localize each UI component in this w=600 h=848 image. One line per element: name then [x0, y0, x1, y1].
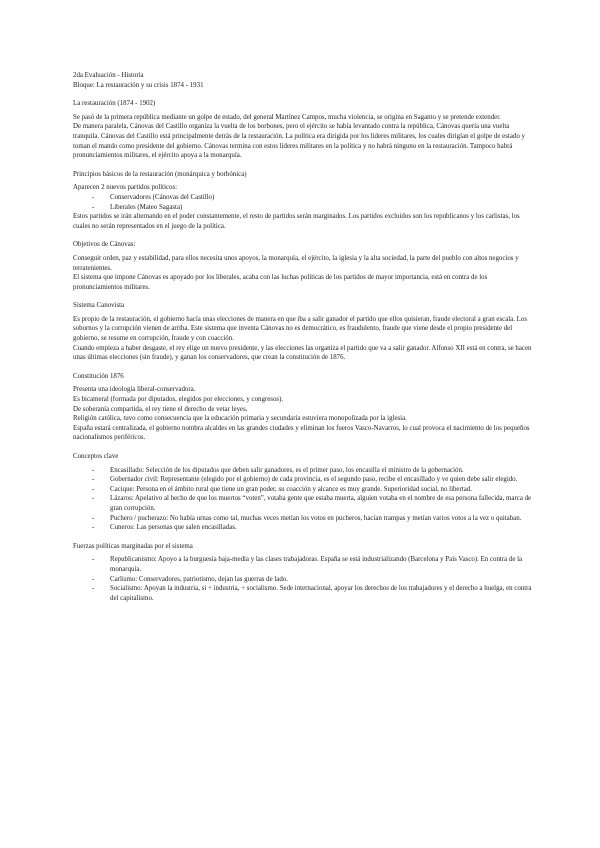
document-body — [73, 71, 533, 603]
section-title: Constitución 1876 — [73, 372, 124, 380]
paragraph: Se pasó de la primera república mediante un golpe de estado, del general Martínez Campos, mucha violencia, se origina en Saganto y se pretende extender. — [73, 113, 501, 121]
forces-list — [73, 555, 533, 603]
list-item: - Conservadores (Cánovas del Castillo) — [73, 193, 533, 203]
paragraph: De soberanía compartida, el rey tiene el derecho de vetar leyes. — [73, 405, 248, 413]
paragraph: De manera paralela, Cánovas del Castillo organiza la vuelta de los borbones, pero el ejército se había levantado contra la república, Cánovas quería una vuelta tranquila. Cánovas del Castillo está principalmente detrás de la restauración. La política era dirigida por los líderes militares, los cuales dirigían el golpe de estado y toman el mando como presidente del gobierno. Cánovas termina con estos líderes militares en la política y no habrá ninguno en la restauración. Tampoco habrá pronunciamientos militares, el ejército apoya a la monarquía. — [73, 123, 525, 160]
section-title: Principios básicos de la restauración (monárquica y borbónica) — [73, 170, 247, 178]
section-constitucion — [73, 372, 533, 443]
paragraph: España estará centralizada, el gobierno nombra alcaldes en las grandes ciudades y eliminan los fueros Vasco-Navarros, lo cual provoca el nacimiento de los pequeños nacionalismos periféricos. — [73, 424, 530, 442]
paragraph: Aparecen 2 nuevos partidos políticos: — [73, 184, 178, 192]
paragraph: El sistema que impone Cánovas es apoyado por los liberales, acaba con las luchas políticas de los partidos de mayor importancia, está en contra de los pronunciamientos militares. — [73, 274, 488, 291]
list-item: - Lázaros: Apelativo al hecho de que los muertos “voten”, votaba gente que estaba muerta, alguien votaba en el nombre de esa persona fallecida, marca de gran corrupción. — [73, 494, 533, 513]
paragraph: Es propio de la restauración, el gobierno hacía unas elecciones de manera en que iba a salir ganador el partido que ellos quisieran, fraude electoral a gran escala. Los sobornos y la corrupción vienen de arriba. Este sistema que inventa Cánovas no es democrático, es fraudulento, fraude que viene desde el propio presidente del gobierno, se resume en corrupción, fraude y con coacción. — [73, 315, 528, 343]
concept-list — [73, 466, 533, 533]
header-line-1: 2da Evaluación - Historia — [73, 72, 144, 79]
list-item: - Republicanismo: Apoyo a la burguesía baja-media y las clases trabajadoras. España se está industrializando (Barcelona y País Vasco). En contra de la monarquía. — [73, 555, 533, 574]
document-header — [73, 71, 533, 90]
list-item: - Cacique: Persona en el ámbito rural que tiene un gran poder, su coacción y alcance es muy grande. Superioridad social, no libertad. — [73, 485, 533, 495]
list-item: - Cuneros: Las personas que salen encasilladas. — [73, 523, 533, 533]
header-line-2: Bloque: La restauración y su crisis 1874 - 1931 — [73, 81, 204, 89]
section-restauracion — [73, 99, 533, 161]
paragraph: Presenta una ideología liberal-conservadora. — [73, 386, 196, 394]
section-principios — [73, 170, 533, 232]
paragraph: Conseguir orden, paz y estabilidad, para ellos necesita unos apoyos, la monarquía, el ejército, la iglesia y la alta sociedad, la parte del pueblo con altos negocios y terratenientes. — [73, 254, 519, 272]
list-item: - Carlismo: Conservadores, patriotismo, dejan las guerras de lado. — [73, 575, 533, 585]
party-list — [73, 193, 533, 212]
list-item: - Encasillado: Selección de los diputados que deben salir ganadores, es el primer paso, los encasilla el ministro de la gobernación. — [73, 466, 533, 476]
section-sistema-canovista — [73, 301, 533, 363]
section-title: Conceptos clave — [73, 453, 119, 460]
paragraph: Religión católica, tuvo como consecuencia que la educación primaria y secundaria estuviera monopolizada por la iglesia. — [73, 415, 407, 423]
section-title: Fuerzas políticas marginadas por el sistema — [73, 542, 193, 550]
paragraph: Cuando empieza a haber desgaste, el rey elige un nuevo presidente, y las elecciones las organiza el partido que va a salir ganador. Alfonso XII está en contra, se hacen unas últimas elecciones (sin fraude), y ganan los conservadores, que crean la constitución de 1876. — [73, 344, 532, 362]
section-title: Objetivos de Cánovas: — [73, 241, 136, 249]
section-objetivos — [73, 240, 533, 292]
list-item: - Socialismo: Apoyan la industria, si + industria, + socialismo. Sede internacional, apoyar los derechos de los trabajadores y el derecho a huelga, en contra del capitalismo. — [73, 584, 533, 603]
list-item: - Puchero / pucherazo: No había urnas como tal, muchas veces metían los votos en pucheros, hacían trampas y metían varios votos a la vez o quitaban. — [73, 514, 533, 524]
section-conceptos — [73, 452, 533, 533]
paragraph: Es bicameral (formada por diputados, elegidos por elecciones, y congresos). — [73, 396, 284, 404]
section-title: La restauración (1874 - 1902) — [73, 100, 156, 108]
paragraph: Estos partidos se irán alternando en el poder constantemente, el resto de partidos serán marginados. Los partidos excluidos son los republicanos y los carlistas, los cuales no serán representados en el juego de la política. — [73, 213, 520, 230]
section-title: Sistema Canovista — [73, 302, 125, 310]
list-item: - Gobernador civil: Representante (elegido por el gobierno) de cada provincia, es el segundo paso, recibe el encasillado y ve quien debe salir elegido. — [73, 475, 533, 485]
list-item: - Liberales (Mateo Sagasta) — [73, 203, 533, 213]
section-fuerzas — [73, 542, 533, 604]
